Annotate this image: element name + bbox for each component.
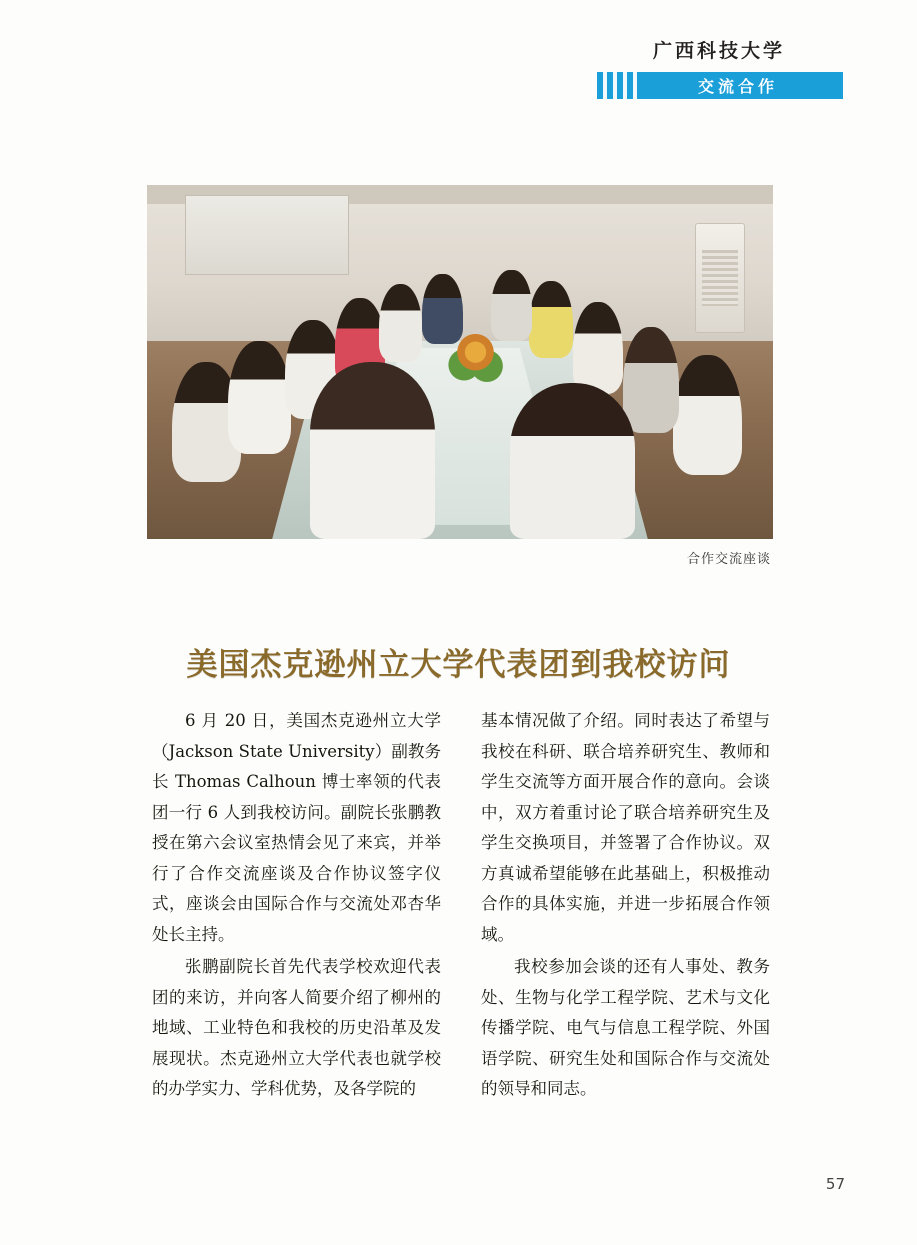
page-header <box>597 40 843 99</box>
banner-stripes-icon <box>597 72 647 99</box>
university-name: 广西科技大学 <box>652 40 785 62</box>
paragraph: 我校参加会谈的还有人事处、教务处、生物与化学工程学院、艺术与文化传播学院、电气与信息工程学院、外国语学院、研究生处和国际合作与交流处的领导和同志。 <box>481 957 770 1099</box>
photo-person <box>491 270 532 341</box>
paragraph: 基本情况做了介绍。同时表达了希望与我校在科研、联合培养研究生、教师和学生交流等方面开展合作的意向。会谈中，双方着重讨论了联合培养研究生及学生交换项目，并签署了合作协议。双方真诚希望能够在此基础上，积极推动合作的具体实施，并进一步拓展合作领域。 <box>481 711 770 944</box>
photo-person <box>228 341 291 454</box>
photo-figure <box>147 185 773 539</box>
page-number: 57 <box>825 1175 845 1193</box>
photo-air-conditioner <box>695 223 745 333</box>
paragraph: 张鹏副院长首先代表学校欢迎代表团的来访，并向客人简要介绍了柳州的地域、工业特色和我校的历史沿革及发展现状。杰克逊州立大学代表也就学校的办学实力、学科优势，及各学院的 <box>152 957 441 1099</box>
photo-person <box>422 274 463 345</box>
photo-window <box>185 195 350 275</box>
section-banner <box>597 72 843 99</box>
article-body <box>152 706 770 1105</box>
photo-foreground-person <box>310 362 435 539</box>
photo-person <box>673 355 742 475</box>
article-title: 美国杰克逊州立大学代表团到我校访问 <box>186 646 731 683</box>
meeting-photo <box>147 185 773 539</box>
column-right <box>481 706 770 1105</box>
section-title: 交流合作 <box>697 76 778 96</box>
photo-person <box>529 281 573 359</box>
photo-foreground-person <box>510 383 635 539</box>
photo-person <box>379 284 423 362</box>
photo-person <box>623 327 679 433</box>
photo-caption: 合作交流座谈 <box>686 552 771 567</box>
column-left <box>152 706 441 1105</box>
photo-person <box>573 302 623 394</box>
paragraph: 6 月 20 日，美国杰克逊州立大学（Jackson State University）副教务长 Thomas Calhoun 博士率领的代表团一行 6 人到我校访问。副院长张鹏教授在第六会议室热情会见了来宾，并举行了合作交流座谈及合作协议签字仪式，座谈会由国际合作与交流处邓杏华处长主持。 <box>152 711 441 944</box>
